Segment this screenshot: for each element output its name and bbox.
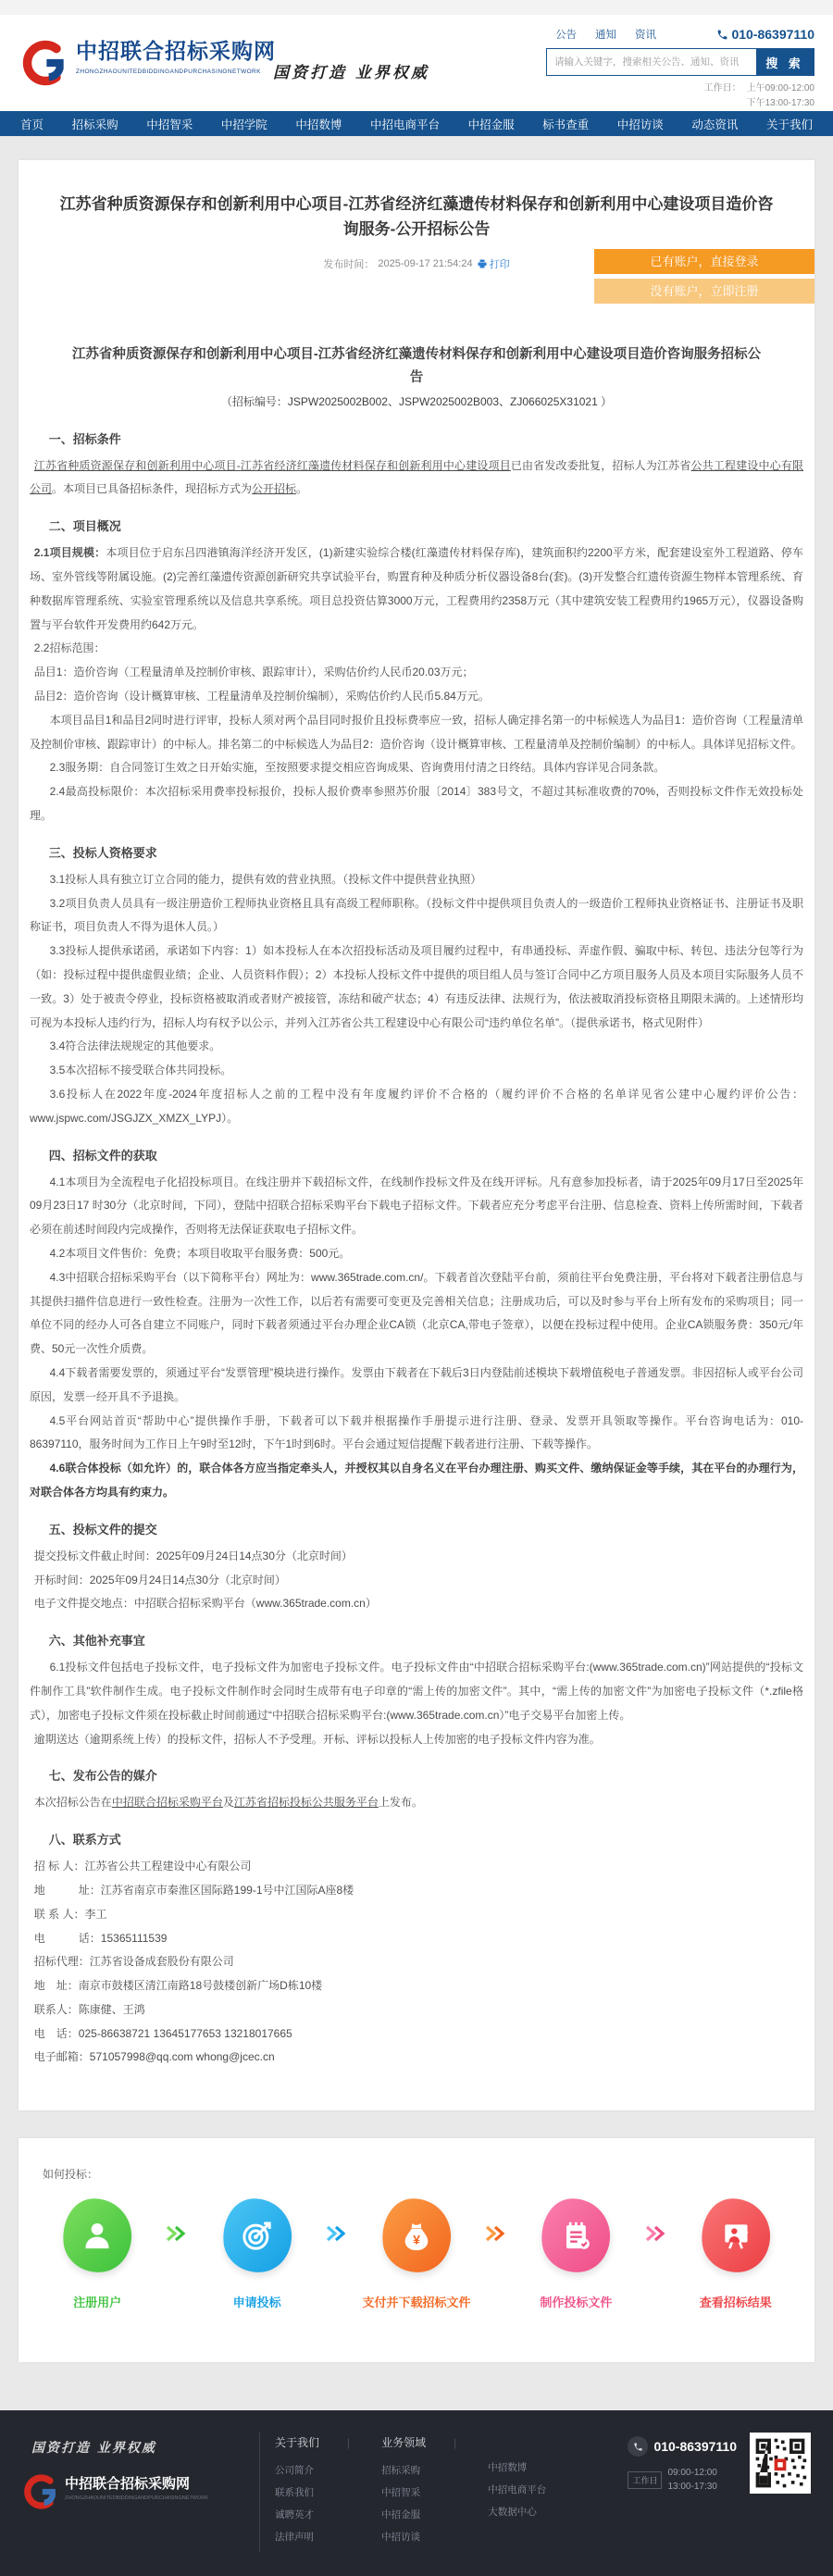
footer-hours: 09:00-12:00 13:00-17:30 xyxy=(667,2468,717,2493)
flow-arrow-icon xyxy=(325,2222,349,2249)
header xyxy=(0,15,833,111)
text-segment: 电 话：025-86638721 13645177653 13218017665 xyxy=(33,2026,292,2040)
paragraph xyxy=(30,1998,803,2022)
text-segment: 4.2本项目文件售价：免费；本项目收取平台服务费：500元。 xyxy=(49,1246,351,1260)
paragraph xyxy=(30,1059,803,1083)
paragraph xyxy=(30,685,803,709)
text-segment: 本项目品目1和品目2同时进行评审，投标人须对两个品目同时报价且投标费率应一致，招标人确定排名第一的中标候选人为品目1：造价咨询（工程量清单及控制价审核、跟踪审计）的中标人。排名第二的中标候选人为品目2：造价咨询（设计概算审核、工程量清单及控制价编制）的中标人。具体详见招标文件。 xyxy=(30,713,803,751)
paragraph xyxy=(30,1728,803,1752)
paragraph xyxy=(30,780,803,828)
section-heading: 一、招标条件 xyxy=(48,431,121,446)
inline-link[interactable]: 江苏省招标投标公共服务平台 xyxy=(233,1796,379,1810)
search-tab[interactable]: 资讯 xyxy=(635,30,656,41)
footer-link[interactable]: 联系我们 xyxy=(275,2487,314,2499)
paragraph xyxy=(30,1656,803,1727)
register-button[interactable]: 没有账户，立即注册 xyxy=(594,279,814,304)
paragraph xyxy=(30,1362,803,1410)
text-segment: 联 系 人：李工 xyxy=(33,1907,107,1921)
paragraph xyxy=(30,868,803,892)
bid-step-3[interactable] xyxy=(362,2198,471,2310)
paragraph xyxy=(30,1791,803,1815)
workday-label: 工作日： xyxy=(703,83,741,93)
search-input[interactable] xyxy=(547,49,756,75)
footer-col-title-about: 关于我们 | xyxy=(275,2436,351,2450)
site-name: 中招联合招标采购网 xyxy=(76,39,276,63)
bid-step-label: 申请投标 xyxy=(232,2296,281,2310)
footer-logo[interactable] xyxy=(22,2473,254,2510)
workday-am: 上午09:00-12:00 xyxy=(746,83,814,93)
footer-slogan: 国资打造 业界权威 xyxy=(31,2441,156,2457)
paragraph xyxy=(30,541,803,637)
text-segment: 2.4最高投标限价：本次招标采用费率投标报价，投标人报价费率参照苏价服〔2014〕383号文，不超过其标准收费的70%，否则投标文件作无效投标处理。 xyxy=(30,785,803,823)
section-heading: 五、投标文件的提交 xyxy=(48,1522,157,1537)
search-button[interactable]: 搜 索 xyxy=(756,49,814,75)
result-board-icon xyxy=(698,2196,774,2276)
login-button[interactable]: 已有账户，直接登录 xyxy=(594,249,814,274)
text-segment: 3.4符合法律法规规定的其他要求。 xyxy=(49,1039,221,1053)
footer-contact xyxy=(628,2436,737,2552)
footer-logo-g-icon xyxy=(22,2473,59,2510)
page-title: 江苏省种质资源保存和创新利用中心项目-江苏省经济红藻遗传材料保存和创新利用中心建设项目造价咨询服务-公开招标公告 xyxy=(59,195,774,239)
text-segment: 地 址：江苏省南京市秦淮区国际路199-1号中江国际A座8楼 xyxy=(33,1883,354,1897)
logo-g-icon xyxy=(20,39,68,87)
bid-step-label: 注册用户 xyxy=(73,2296,122,2310)
nav-item[interactable]: 标书查重 xyxy=(542,118,590,131)
paragraph xyxy=(30,2022,803,2047)
text-segment: 品目1：造价咨询（工程量清单及控制价审核、跟踪审计），采购估价约人民币20.03万元； xyxy=(33,666,474,679)
inline-link[interactable]: 公开招标 xyxy=(252,482,297,496)
text-segment: 3.2项目负责人员具有一级注册造价工程师执业资格且具有高级工程师职称。（投标文件中提供项目负责人的一级造价工程师执业资格证书、注册证书及职称证书，项目负责人不得为退休人员。） xyxy=(30,896,803,934)
printer-icon xyxy=(477,258,488,269)
text-segment: 4.6联合体投标（如允许）的，联合体各方应当指定牵头人，并授权其以自身名义在平台办理注册、购买文件、缴纳保证金等手续，其在平台的办理行为，对联合体各方均具有约束力。 xyxy=(30,1462,803,1499)
text-segment: 联系人：陈康健、王鸿 xyxy=(33,2002,145,2016)
text-segment: 提交投标文件截止时间：2025年09月24日14点30分（北京时间） xyxy=(33,1549,353,1562)
site-name-en: ZHONGZHAOUNITEDBIDDINGANDPURCHASINGNETWORK xyxy=(76,68,261,75)
text-segment: 。本项目已具备招标条件，现招标方式为 xyxy=(52,482,253,496)
section-heading: 三、投标人资格要求 xyxy=(48,845,157,860)
paragraph xyxy=(30,1457,803,1505)
footer-link[interactable]: 中招智采 xyxy=(381,2487,421,2499)
paragraph xyxy=(30,637,803,661)
login-box xyxy=(594,249,814,308)
footer-site-name-en: ZHONGZHAOUNITEDBIDDINGANDPURCHASINGNETWORK xyxy=(65,2495,208,2502)
section-heading: 四、招标文件的获取 xyxy=(48,1148,157,1163)
footer-phone-number: 010-86397110 xyxy=(653,2439,737,2455)
document-title: 江苏省种质资源保存和创新利用中心项目-江苏省经济红藻遗传材料保存和创新利用中心建设项目造价咨询服务招标公告 xyxy=(71,347,762,386)
text-segment: 已由省发改委批复，招标人为江苏省 xyxy=(510,458,691,472)
paragraph xyxy=(30,1592,803,1616)
text-segment: 4.5平台网站首页“帮助中心”提供操作手册，下载者可以下载并根据操作手册提示进行注册、登录、发票开具领取等操作。平台咨询电话为：010-86397110，服务时间为工作日上午9时至12时，下午1时到6时。平台会通过短信提醒下载者进行注册、下载等操作。 xyxy=(30,1413,803,1451)
text-segment: 2.3服务期：自合同签订生效之日开始实施，至按照要求提交相应咨询成果、咨询费用付清之日终结。具体内容详见合同条款。 xyxy=(49,761,665,775)
site-slogan: 国资打造 业界权威 xyxy=(273,64,429,82)
nav-item[interactable]: 中招数博 xyxy=(295,118,342,131)
paragraph xyxy=(30,1035,803,1059)
print-button[interactable] xyxy=(477,256,510,271)
text-segment: 电 话：15365111539 xyxy=(33,1931,168,1945)
text-segment: 2.1项目规模： xyxy=(33,546,106,560)
search-tabs xyxy=(546,24,665,44)
target-dart-icon xyxy=(219,2196,295,2276)
text-segment: 3.6投标人在2022年度-2024年度招标人之前的工程中没有年度履约评价不合格的（履约评价不合格的名单详见省公建中心履约评价公告：www.jspwc.com/JSGJZX_XMZX_LYPJ）。 xyxy=(30,1087,803,1125)
text-segment: 开标时间：2025年09月24日14点30分（北京时间） xyxy=(33,1573,286,1587)
nav-item[interactable]: 中招电商平台 xyxy=(369,118,440,131)
search-tab[interactable]: 公告 xyxy=(555,30,577,41)
paragraph xyxy=(30,1242,803,1266)
footer xyxy=(0,2410,833,2576)
text-segment: 招标代理：江苏省设备成套股份有限公司 xyxy=(33,1955,234,1969)
footer-col-title-business: 业务领域 | xyxy=(381,2436,457,2450)
publish-label: 发布时间： xyxy=(323,259,375,271)
svg-text:¥: ¥ xyxy=(413,2233,420,2248)
checklist-icon xyxy=(538,2196,614,2276)
text-segment: 2.2招标范围： xyxy=(33,641,106,655)
footer-link[interactable]: 公司简介 xyxy=(275,2465,314,2477)
footer-link[interactable]: 中招电商平台 xyxy=(488,2484,547,2496)
how-to-bid-label: 如何投标： xyxy=(43,2168,99,2182)
paragraph xyxy=(30,1410,803,1458)
print-label: 打印 xyxy=(489,259,510,271)
paragraph xyxy=(30,1974,803,1998)
text-segment: 及 xyxy=(222,1796,234,1810)
bid-steps xyxy=(43,2198,790,2310)
search-tab[interactable]: 通知 xyxy=(595,30,616,41)
user-icon xyxy=(59,2196,135,2276)
footer-link[interactable]: 法律声明 xyxy=(275,2532,314,2544)
text-segment: 电子文件提交地点：中招联合招标采购平台（www.365trade.com.cn） xyxy=(33,1597,377,1611)
footer-link[interactable]: 大数据中心 xyxy=(488,2507,537,2519)
nav-item[interactable]: 中招金服 xyxy=(467,118,515,131)
footer-site-name: 中招联合招标采购网 xyxy=(65,2476,191,2493)
header-phone xyxy=(716,27,814,42)
paragraph xyxy=(30,1083,803,1131)
paragraph xyxy=(30,661,803,685)
text-segment: 4.3中招联合招标采购平台（以下简称平台）网址为：www.365trade.com.cn/。下载者首次登陆平台前，须前往平台免费注册，平台将对下载者注册信息与其提供扫描件信息进行一致性检查。注册为一次性工作，以后若有需要可变更及完善相关信息；注册成功后，可以及时参与平台上所有发布的采购项目；同一单位不同的经办人可各自建立不同账户，同时下载者须通过平台办理企业CA锁（北京CA,带电子签章），以便在投标过程中使用。企业CA锁服务费：350元/年费、50元一次性介质费。 xyxy=(30,1270,803,1356)
bid-step-label: 查看招标结果 xyxy=(699,2296,772,2310)
section-heading: 二、项目概况 xyxy=(48,519,121,534)
top-strip xyxy=(0,0,833,15)
paragraph xyxy=(30,1855,803,1879)
announcement-card xyxy=(19,160,814,2110)
text-segment: 6.1投标文件包括电子投标文件，电子投标文件为加密电子投标文件。电子投标文件由“中招联合招标采购平台:(www.365trade.com.cn)”网站提供的“投标文件制作工具”软件制作生成。电子投标文件制作时会同时生成带有电子印章的“需上传的加密文件”。其中，“需上传的加密文件”为加密电子投标文件（*.zfile格式），加密电子投标文件须在投标截止时间前通过“中招联合招标采购平台:(www.365trade.com.cn）”电子交易平台加密上传。 xyxy=(30,1661,803,1722)
paragraph xyxy=(30,2046,803,2070)
bid-step-2[interactable] xyxy=(202,2198,311,2310)
nav-item[interactable]: 中招访谈 xyxy=(616,118,664,131)
text-segment: 品目2：造价咨询（设计概算审核、工程量清单及控制价编制），采购估价约人民币5.84万元。 xyxy=(33,690,490,703)
paragraph xyxy=(30,756,803,780)
text-segment: 上发布。 xyxy=(378,1796,423,1810)
qr-code xyxy=(750,2433,811,2494)
footer-phone-icon xyxy=(628,2436,648,2457)
flow-arrow-icon xyxy=(165,2222,189,2249)
inline-link[interactable]: 江苏省种质资源保存和创新利用中心项目-江苏省经济红藻遗传材料保存和创新利用中心建设项目 xyxy=(33,458,511,472)
paragraph xyxy=(30,709,803,757)
footer-link[interactable]: 中招访谈 xyxy=(381,2532,421,2544)
flow-arrow-icon xyxy=(484,2222,508,2249)
section-heading: 七、发布公告的媒介 xyxy=(48,1769,157,1784)
paragraph xyxy=(30,1879,803,1903)
money-bag-icon xyxy=(379,2196,454,2276)
text-segment: 3.3投标人提供承诺函，承诺如下内容：1）如本投标人在本次招投标活动及项目履约过程中，有串通投标、弄虚作假、骗取中标、转包、违法分包等行为（如：投标过程中提供虚假业绩；企业、人员资料作假）；2）本投标人投标文件中提供的项目组人员与签订合同中乙方项目服务人员及本项目实际服务人员不一致。3）处于被责令停业，投标资格被取消或者财产被接管，冻结和破产状态；4）有违反法律、法规行为，依法被取消投标资格且期限未满的。上述情形均可视为本投标人违约行为，招标人均有权予以公示，并列入江苏省公共工程建设中心有限公司“违约单位名单”。（提供承诺书，格式见附件） xyxy=(30,944,803,1029)
section-heading: 六、其他补充事宜 xyxy=(48,1634,145,1649)
search-zone xyxy=(546,24,814,111)
text-segment: 。 xyxy=(296,482,308,496)
paragraph xyxy=(30,1171,803,1242)
nav-item[interactable]: 招标采购 xyxy=(71,118,118,131)
paragraph xyxy=(30,892,803,940)
nav-item[interactable]: 中招智采 xyxy=(146,118,193,131)
footer-col-title-spacer xyxy=(488,2434,546,2447)
section-heading: 八、联系方式 xyxy=(48,1833,121,1848)
footer-workday-badge: 工作日 xyxy=(628,2471,662,2489)
paragraph xyxy=(30,1266,803,1362)
nav-item[interactable]: 首页 xyxy=(20,118,44,131)
phone-icon xyxy=(716,29,728,41)
text-segment: 电子邮箱：571057998@qq.com whong@jcec.cn xyxy=(33,2050,275,2064)
text-segment: 招 标 人：江苏省公共工程建设中心有限公司 xyxy=(33,1860,252,1873)
footer-link[interactable]: 诚聘英才 xyxy=(275,2509,314,2521)
footer-link[interactable]: 招标采购 xyxy=(381,2465,421,2477)
nav-item[interactable]: 动态资讯 xyxy=(691,118,739,131)
nav-item[interactable]: 中招学院 xyxy=(220,118,267,131)
footer-link-columns xyxy=(259,2433,546,2552)
paragraph xyxy=(30,1545,803,1569)
paragraph xyxy=(30,1903,803,1927)
flow-arrow-icon xyxy=(644,2222,668,2249)
publish-time: 2025-09-17 21:54:24 xyxy=(378,258,473,270)
how-to-bid-card xyxy=(19,2138,814,2362)
text-segment: 4.4下载者需要发票的，须通过平台“发票管理”模块进行操作。发票由下载者在下载后3日内登陆前述模块下载增值税电子普通发票。非因招标人或平台公司原因，发票一经开具不予退换。 xyxy=(30,1365,803,1403)
text-segment: 逾期送达（逾期系统上传）的投标文件，招标人不予受理。开标、评标以投标人上传加密的电子投标文件内容为准。 xyxy=(33,1732,601,1746)
workday-hours xyxy=(546,81,814,111)
paragraph xyxy=(30,1927,803,1951)
bid-step-label: 制作投标文件 xyxy=(540,2296,613,2310)
inline-link[interactable]: 公共工程建设中心有限公司 xyxy=(30,458,803,496)
text-segment: 地 址：南京市鼓楼区清江南路18号鼓楼创新广场D栋10楼 xyxy=(33,1979,323,1993)
tender-code: （招标编号：JSPW2025002B002、JSPW2025002B003、ZJ066025X31021 ） xyxy=(220,394,613,408)
nav-item[interactable]: 关于我们 xyxy=(765,118,813,131)
text-segment: 本项目位于启东吕四港镇海洋经济开发区，(1)新建实验综合楼(红藻遗传材料保存库)，建筑面积约2200平方米，配套建设室外工程道路、停车场、室外管线等附属设施。(2)完善红藻遗传资源创新研究共享试验平台，购置育种及种质分析仪器设备8台(套)。(3)开发整合红遗传资源生物样本管理系统、育种数据库管理系统、实验室管理系统以及信息共享系统。项目总投资估算3000万元，工程费用约2358万元（其中建筑安装工程费用约1965万元），仪器设备购置与平台软件开发费用约642万元。 xyxy=(30,546,804,631)
paragraph xyxy=(30,454,803,503)
bid-step-5[interactable] xyxy=(681,2198,790,2310)
footer-link[interactable]: 中招数博 xyxy=(488,2462,528,2474)
paragraph xyxy=(30,1569,803,1593)
paragraph xyxy=(30,940,803,1035)
bid-step-1[interactable] xyxy=(43,2198,152,2310)
text-segment: 4.1本项目为全流程电子化招投标项目。在线注册并下载招标文件，在线制作投标文件及在线开评标。凡有意参加投标者，请于2025年09月17日至2025年09月23日17 时30分（北京时间，下同），登陆中招联合招标采购平台下载电子招标文件。下载者应充分考虑平台注册、信息检查、资料上传所需时间，下载者必须在前述时间段内完成操作，否则将无法保证获取电子招标文件。 xyxy=(30,1175,803,1237)
announcement-body xyxy=(30,429,803,2071)
header-phone-number: 010-86397110 xyxy=(731,27,814,42)
workday-pm: 下午13:00-17:30 xyxy=(746,98,814,108)
paragraph xyxy=(30,1950,803,1974)
footer-link[interactable]: 中招金服 xyxy=(381,2509,421,2521)
text-segment: 本次招标公告在 xyxy=(33,1796,112,1810)
text-segment: 3.1投标人具有独立订立合同的能力，提供有效的营业执照。（投标文件中提供营业执照） xyxy=(49,872,482,886)
inline-link[interactable]: 中招联合招标采购平台 xyxy=(111,1796,223,1810)
main-nav xyxy=(0,111,833,136)
bid-step-label: 支付并下载招标文件 xyxy=(362,2296,471,2310)
bid-step-4[interactable] xyxy=(521,2198,630,2310)
site-logo[interactable] xyxy=(20,39,276,87)
text-segment: 3.5本次招标不接受联合体共同投标。 xyxy=(49,1064,232,1077)
